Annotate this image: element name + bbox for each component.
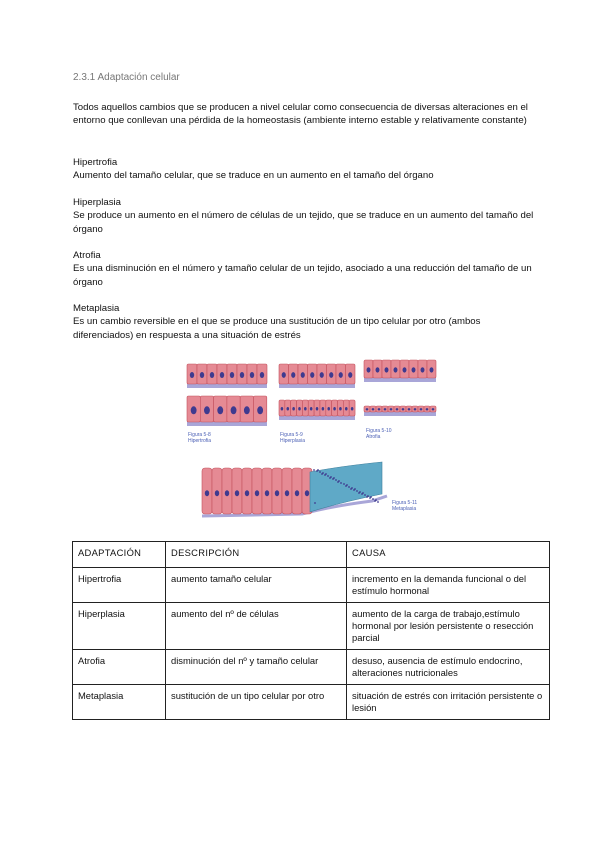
- squamous-nucleus: [354, 488, 356, 490]
- squamous-nucleus: [322, 472, 324, 474]
- nucleus: [376, 367, 380, 372]
- table-cell: desuso, ausencia de estímulo endocrino, alteraciones nutricionales: [347, 650, 550, 685]
- nucleus: [190, 372, 194, 378]
- definition-hiperplasia: [73, 196, 535, 236]
- nucleus: [366, 408, 369, 410]
- figure-caption-label: Metaplasia: [392, 506, 417, 512]
- nucleus: [316, 407, 319, 411]
- squamous-nucleus: [327, 475, 329, 477]
- definition-text: Es un cambio reversible en el que se produce una sustitución de un tipo celular por otro (ambos diferenciados) en respuesta a una situación de estrés: [73, 316, 481, 341]
- nucleus: [260, 372, 264, 378]
- nucleus: [305, 490, 309, 496]
- nucleus: [327, 407, 330, 411]
- nucleus: [275, 490, 279, 496]
- nucleus: [286, 407, 289, 411]
- nucleus: [403, 367, 407, 372]
- nucleus: [235, 490, 239, 496]
- squamous-nucleus: [356, 490, 358, 492]
- definition-hipertrofia: [73, 156, 535, 183]
- nucleus: [339, 407, 342, 411]
- nucleus: [205, 490, 209, 496]
- nucleus: [348, 372, 352, 378]
- nucleus: [310, 407, 313, 411]
- nucleus: [295, 490, 299, 496]
- table-cell: aumento del nº de células: [166, 603, 347, 650]
- figure-caption-label: Hipertrofia: [188, 438, 212, 444]
- squamous-nucleus: [351, 487, 353, 489]
- squamous-nucleus: [375, 499, 377, 501]
- table-cell: Hipertrofia: [73, 568, 166, 603]
- nucleus: [285, 490, 289, 496]
- hipertrofia-panel: [187, 396, 267, 422]
- figure-caption-label: Atrofia: [366, 434, 381, 440]
- nucleus: [217, 406, 223, 414]
- squamous-nucleus: [338, 480, 340, 482]
- table-cell: Metaplasia: [73, 685, 166, 720]
- nucleus: [322, 407, 325, 411]
- squamous-nucleus: [370, 496, 372, 498]
- figure-caption-number: Figura 5-11: [392, 500, 418, 506]
- nucleus: [320, 372, 324, 378]
- column-header: DESCRIPCIÓN: [166, 542, 347, 568]
- basement-membrane: [187, 384, 267, 388]
- definition-term: Hiperplasia: [73, 197, 121, 208]
- squamous-nucleus: [348, 486, 350, 488]
- column-header: CAUSA: [347, 542, 550, 568]
- nucleus: [200, 372, 204, 378]
- nucleus: [414, 408, 417, 410]
- nucleus: [421, 367, 425, 372]
- squamous-nucleus: [319, 471, 321, 473]
- basement-membrane: [279, 416, 355, 420]
- table-cell: aumento tamaño celular: [166, 568, 347, 603]
- squamous-nucleus: [346, 484, 348, 486]
- figure-caption-number: Figura 5-9: [280, 432, 303, 438]
- normal-tissue-panel-3: [364, 360, 436, 378]
- basement-membrane: [364, 378, 436, 382]
- squamous-nucleus: [377, 501, 379, 503]
- nucleus: [384, 408, 387, 410]
- basement-membrane: [279, 384, 355, 388]
- definition-term: Metaplasia: [73, 303, 120, 314]
- nucleus: [191, 406, 197, 414]
- nucleus: [390, 408, 393, 410]
- nucleus: [351, 407, 354, 411]
- figure-caption-number: Figura 5-8: [188, 432, 211, 438]
- nucleus: [310, 372, 314, 378]
- section-heading: 2.3.1 Adaptación celular: [73, 72, 180, 83]
- squamous-nucleus: [330, 476, 332, 478]
- nucleus: [257, 406, 263, 414]
- squamous-nucleus: [343, 483, 345, 485]
- definition-metaplasia: [73, 302, 535, 342]
- definition-text: Aumento del tamaño celular, que se traduce en un aumento en el tamaño del órgano: [73, 170, 434, 182]
- definition-atrofia: [73, 249, 535, 289]
- table-cell: sustitución de un tipo celular por otro: [166, 685, 347, 720]
- definition-text: Es una disminución en el número y tamaño celular de un tejido, asociado a una reducción del tamaño de un órgano: [73, 263, 532, 288]
- nucleus: [215, 490, 219, 496]
- squamous-nucleus: [314, 502, 316, 504]
- squamous-nucleus: [372, 498, 374, 500]
- nucleus: [329, 372, 333, 378]
- nucleus: [210, 372, 214, 378]
- nucleus: [298, 407, 301, 411]
- nucleus: [426, 408, 429, 410]
- nucleus: [396, 408, 399, 410]
- adaptation-table: [72, 541, 550, 720]
- table-header-row: [73, 542, 550, 568]
- column-header: ADAPTACIÓN: [73, 542, 166, 568]
- nucleus: [372, 408, 375, 410]
- nucleus: [204, 406, 210, 414]
- nucleus: [231, 406, 237, 414]
- nucleus: [245, 490, 249, 496]
- cell-adaptation-illustration: [182, 356, 442, 520]
- nucleus: [281, 407, 284, 411]
- nucleus: [430, 367, 434, 372]
- squamous-nucleus: [335, 479, 337, 481]
- table-row: [73, 685, 550, 720]
- nucleus: [255, 490, 259, 496]
- table-cell: disminución del nº y tamaño celular: [166, 650, 347, 685]
- normal-tissue-panel-1: [187, 364, 267, 384]
- squamous-nucleus: [359, 491, 361, 493]
- squamous-nucleus: [317, 469, 319, 471]
- definition-term: Hipertrofia: [73, 157, 118, 168]
- nucleus: [301, 372, 305, 378]
- nucleus: [230, 372, 234, 378]
- squamous-nucleus: [340, 482, 342, 484]
- basement-membrane: [187, 422, 267, 426]
- definition-text: Se produce un aumento en el número de células de un tejido, que se traduce en un aumento del tamaño del órgano: [73, 210, 534, 235]
- hiperplasia-panel: [279, 400, 355, 416]
- metaplasia-panel: [202, 462, 387, 516]
- table-cell: Hiperplasia: [73, 603, 166, 650]
- table-cell: situación de estrés con irritación persistente o lesión: [347, 685, 550, 720]
- table-cell: Atrofia: [73, 650, 166, 685]
- basement-membrane: [364, 412, 436, 416]
- squamous-nucleus: [364, 494, 366, 496]
- nucleus: [432, 408, 435, 410]
- nucleus: [304, 407, 307, 411]
- intro-paragraph: Todos aquellos cambios que se producen a nivel celular como consecuencia de diversas alteraciones en el entorno que conllevan una pérdida de la homeostasis (ambiente interno estable y relativamente constante): [73, 102, 528, 127]
- table-cell: aumento de la carga de trabajo,estímulo hormonal por lesión persistente o resección parcial: [347, 603, 550, 650]
- table-row: [73, 603, 550, 650]
- nucleus: [402, 408, 405, 410]
- nucleus: [225, 490, 229, 496]
- nucleus: [367, 367, 371, 372]
- cell-adaptation-figure: [182, 356, 442, 520]
- atrofia-panel: [364, 406, 436, 412]
- nucleus: [240, 372, 244, 378]
- squamous-nucleus: [367, 495, 369, 497]
- nucleus: [345, 407, 348, 411]
- nucleus: [378, 408, 381, 410]
- nucleus: [220, 372, 224, 378]
- table-row: [73, 650, 550, 685]
- table-cell: incremento en la demanda funcional o del estímulo hormonal: [347, 568, 550, 603]
- squamous-nucleus: [333, 477, 335, 479]
- nucleus: [244, 406, 250, 414]
- squamous-nucleus: [325, 473, 327, 475]
- nucleus: [394, 367, 398, 372]
- nucleus: [333, 407, 336, 411]
- nucleus: [265, 490, 269, 496]
- nucleus: [385, 367, 389, 372]
- nucleus: [412, 367, 416, 372]
- figure-caption-number: Figura 5-10: [366, 428, 392, 434]
- nucleus: [291, 372, 295, 378]
- squamous-nucleus: [362, 492, 364, 494]
- nucleus: [282, 372, 286, 378]
- definition-term: Atrofia: [73, 250, 101, 261]
- nucleus: [292, 407, 295, 411]
- nucleus: [339, 372, 343, 378]
- nucleus: [408, 408, 411, 410]
- normal-tissue-panel-2: [279, 364, 355, 384]
- table-row: [73, 568, 550, 603]
- nucleus: [420, 408, 423, 410]
- squamous-nucleus: [313, 469, 315, 471]
- nucleus: [250, 372, 254, 378]
- figure-caption-label: Hiperplasia: [280, 438, 306, 444]
